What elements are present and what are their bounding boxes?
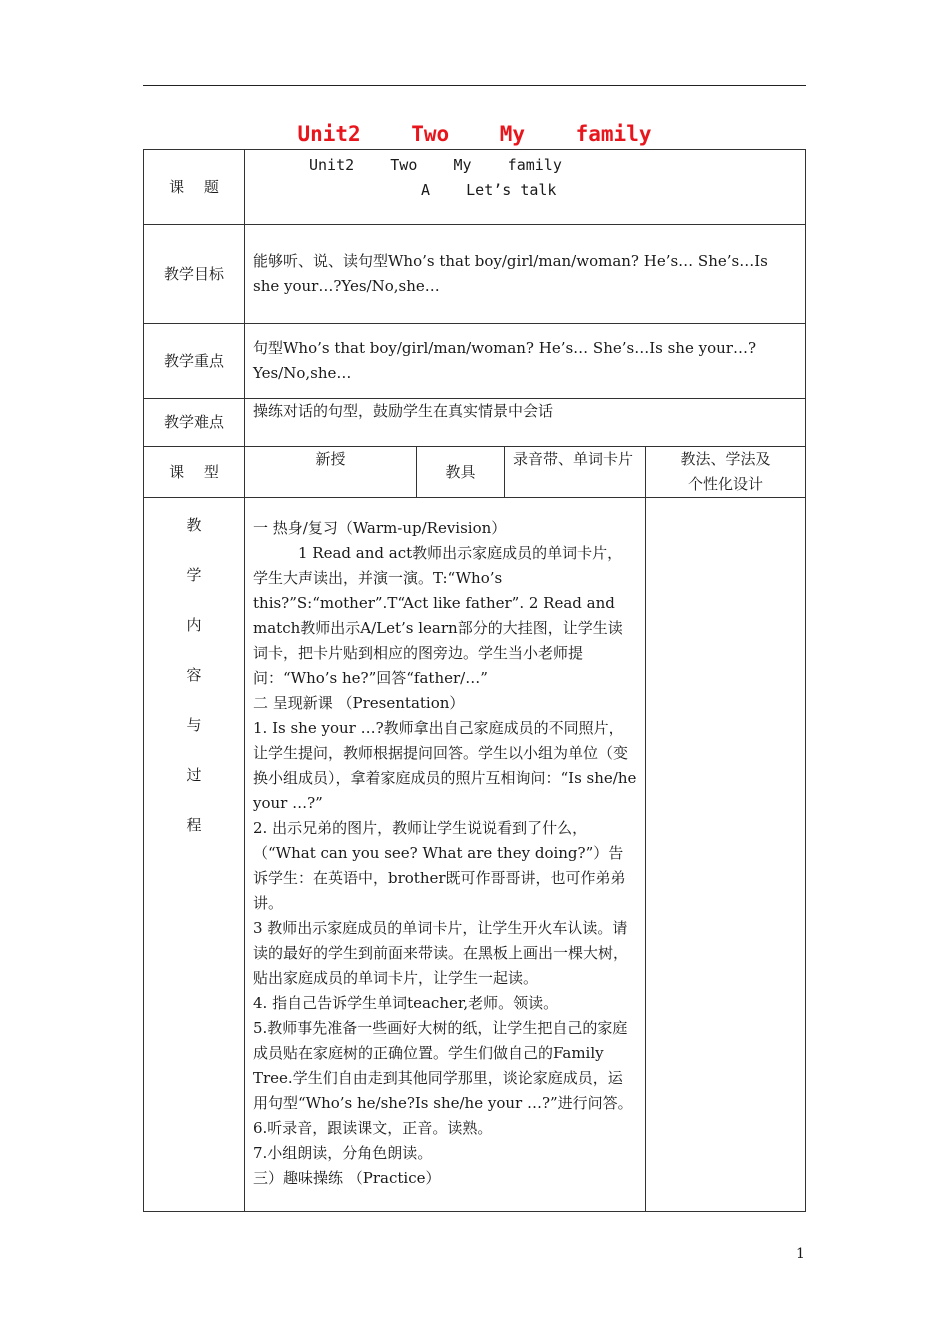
goal-text: 能够听、说、读句型Who’s that boy/girl/man/woman? He’s… She’s…Is she your…?Yes/No,she… <box>245 225 806 324</box>
process-label-char: 与 <box>186 716 202 734</box>
key-points-label: 教学重点 <box>144 324 245 399</box>
topic-row <box>144 150 806 225</box>
process-label-char: 程 <box>186 816 202 834</box>
methods-notes-cell <box>646 498 806 1212</box>
process-row <box>144 498 806 1212</box>
process-label-char: 过 <box>186 766 202 784</box>
process-paragraph: 2. 出示兄弟的图片，教师让学生说说看到了什么，（“What can you see? What are they doing?”）告诉学生：在英语中，brother既可作哥哥讲，也可作弟弟讲。 <box>253 819 626 912</box>
topic-line-lesson: A Let’s talk <box>421 181 557 199</box>
process-paragraph: 1 Read and act教师出示家庭成员的单词卡片，学生大声读出，并演一演。T:“Who’s this?”S:“mother”.T“Act like father”. 2 Read and match教师出示A/Let’s learn部分的大挂图，让学生读词卡，把卡片贴到相应的图旁边。学生当小老师提问：“Who’s he?”回答“father/…” <box>253 544 623 687</box>
difficulty-row <box>144 399 806 447</box>
topic-value <box>245 150 806 225</box>
key-points-text: 句型Who’s that boy/girl/man/woman? He’s… She’s…Is she your…? Yes/No,she… <box>245 324 806 399</box>
aids-label: 教具 <box>417 447 505 498</box>
topic-label: 课 题 <box>144 150 245 225</box>
process-paragraph: 3 教师出示家庭成员的单词卡片，让学生开火车认读。请读的最好的学生到前面来带读。在黑板上画出一棵大树，贴出家庭成员的单词卡片，让学生一起读。 <box>253 919 629 987</box>
goal-row <box>144 225 806 324</box>
process-label <box>144 498 245 1212</box>
lesson-plan-table <box>143 149 806 1212</box>
goal-label: 教学目标 <box>144 225 245 324</box>
type-row <box>144 447 806 498</box>
type-value: 新授 <box>245 447 417 498</box>
topic-line-unit: Unit2 Two My family <box>309 156 562 174</box>
aids-value: 录音带、单词卡片 <box>505 447 646 498</box>
process-paragraph: 7.小组朗读，分角色朗读。 <box>253 1144 433 1162</box>
section-heading-warmup: 一 热身/复习（Warm-up/Revision） <box>253 519 507 537</box>
process-paragraph: 6.听录音，跟读课文，正音。读熟。 <box>253 1119 493 1137</box>
difficulty-label: 教学难点 <box>144 399 245 447</box>
section-heading-practice: 三）趣味操练 （Practice） <box>253 1169 441 1187</box>
process-label-char: 教 <box>186 516 202 534</box>
methods-label: 教法、学法及个性化设计 <box>646 447 806 498</box>
process-paragraph: 5.教师事先准备一些画好大树的纸，让学生把自己的家庭成员贴在家庭树的正确位置。学生们做自己的Family Tree.学生们自由走到其他同学那里，谈论家庭成员，运用句型“Who’s he/she?Is she/he your …?”进行问答。 <box>253 1019 633 1112</box>
process-label-char: 内 <box>186 616 202 634</box>
process-label-char: 学 <box>186 566 202 584</box>
header-rule <box>143 85 806 86</box>
process-paragraph: 4. 指自己告诉学生单词teacher,老师。领读。 <box>253 994 559 1012</box>
page-number: 1 <box>796 1246 805 1262</box>
section-heading-presentation: 二 呈现新课 （Presentation） <box>253 694 465 712</box>
process-paragraph: 1. Is she your …?教师拿出自己家庭成员的不同照片，让学生提问，教师根据提问回答。学生以小组为单位（变换小组成员），拿着家庭成员的照片互相询问：“Is she/he your …?” <box>253 719 637 812</box>
difficulty-text: 操练对话的句型，鼓励学生在真实情景中会话 <box>245 399 806 447</box>
type-label: 课 型 <box>144 447 245 498</box>
document-title: Unit2 Two My family <box>297 122 652 146</box>
process-content <box>245 498 646 1212</box>
process-label-char: 容 <box>186 666 202 684</box>
key-points-row <box>144 324 806 399</box>
